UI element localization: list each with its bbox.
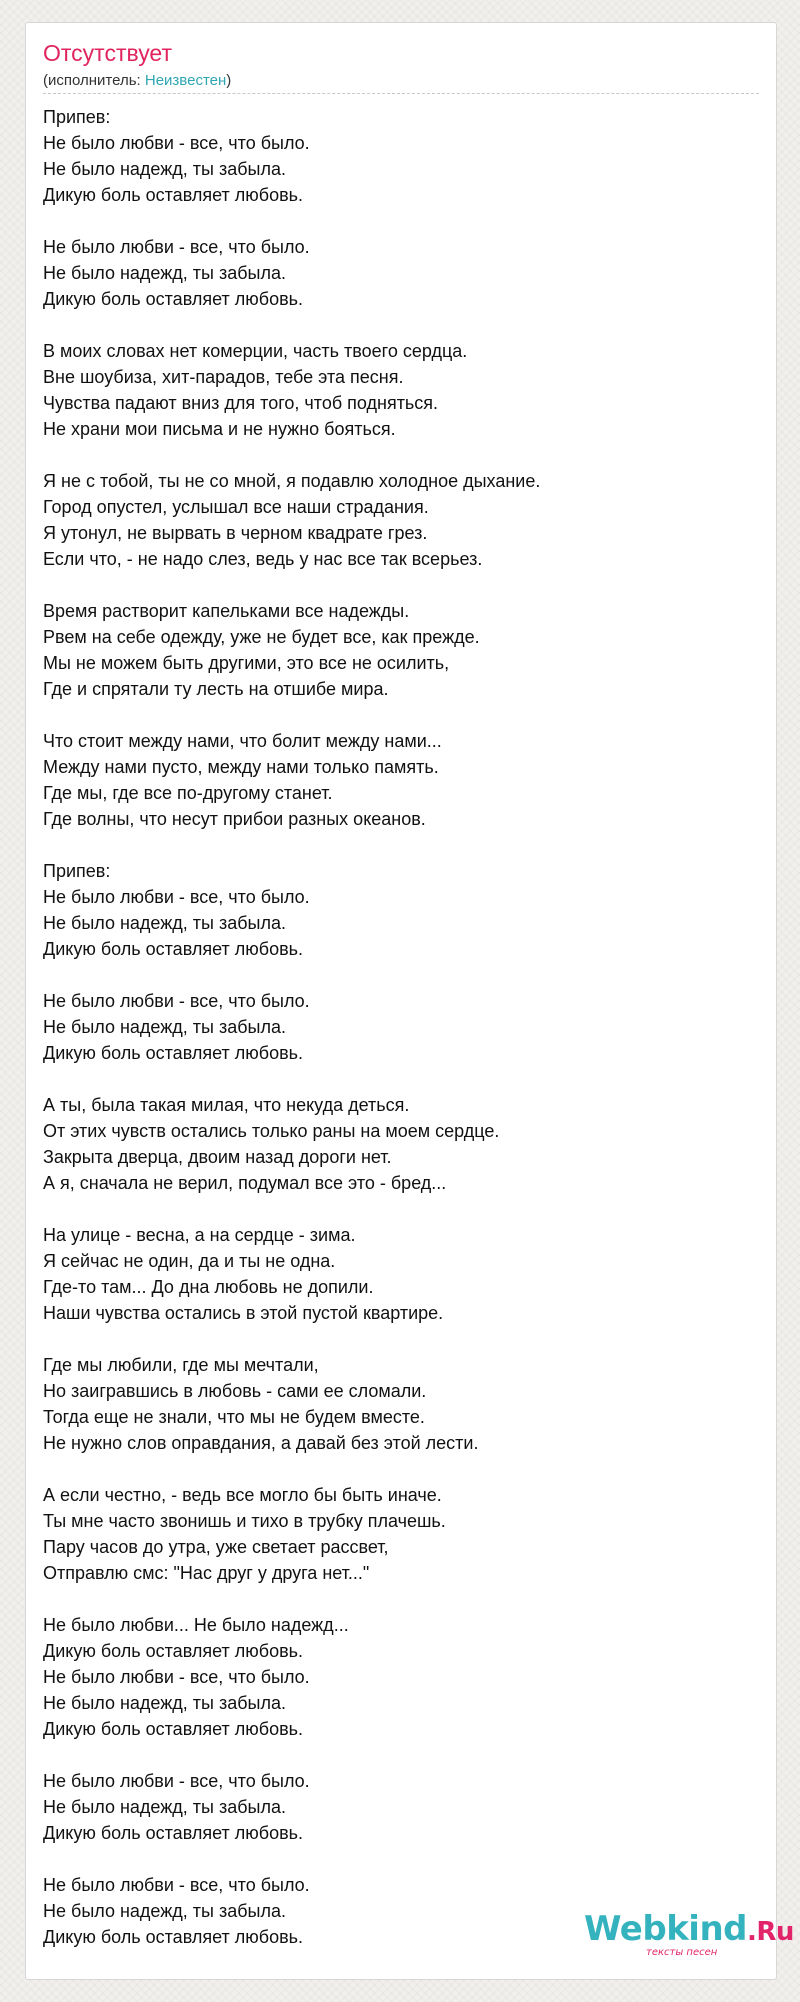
artist-line — [43, 72, 231, 89]
logo-name: Webkind — [584, 1909, 747, 1949]
artist-prefix: (исполнитель: — [43, 72, 145, 89]
lyrics-card — [25, 22, 777, 1980]
logo-tagline: тексты песен — [646, 1947, 718, 1958]
webkind-logo[interactable] — [560, 1909, 794, 1982]
artist-suffix: ) — [226, 72, 232, 89]
lyrics-text: Припев: Не было любви - все, что было. Не было надежд, ты забыла. Дикую боль оставляет любовь. Не было любви - все, что было. Не было надежд, ты забыла. Дикую боль оставляет любовь. В моих словах нет комерции, часть твоего сердца. Вне шоубиза, хит-парадов, тебе эта песня. Чувства падают вниз для того, чтоб подняться. Не храни мои письма и не нужно бояться. Я не с тобой, ты не со мной, я подавлю холодное дыхание. Город опустел, услышал все наши страдания. Я утонул, не вырвать в черном квадрате грез. Если что, - не надо слез, ведь у нас все так всерьез. Время растворит капельками все надежды. Рвем на себе одежду, уже не будет все, как прежде. Мы не можем быть другими, это все не осилить, Где и спрятали ту лесть на отшибе мира. Что стоит между нами, что болит между нами... Между нами пусто, между нами только память. Где мы, где все по-другому станет. Где волны, что несут прибои разных океанов. Припев: Не было любви - все, что было. Не было надежд, ты забыла. Дикую боль оставляет любовь. Не было любви - все, что было. Не было надежд, ты забыла. Дикую боль оставляет любовь. А ты, была такая милая, что некуда деться. От этих чувств остались только раны на моем сердце. Закрыта дверца, двоим назад дороги нет. А я, сначала не верил, подумал все это - бред... На улице - весна, а на сердце - зима. Я сейчас не один, да и ты не одна. Где-то там... До дна любовь не допили. Наши чувства остались в этой пустой квартире. Где мы любили, где мы мечтали, Но заигравшись в любовь - сами ее сломали. Тогда еще не знали, что мы не будем вместе. Не нужно слов оправдания, а давай без этой лести. А если честно, - ведь все могло бы быть иначе. Ты мне часто звонишь и тихо в трубку плачешь. Пару часов до утра, уже светает рассвет, Отправлю смс: "Нас друг у друга нет..." Не было любви... Не было надежд... Дикую боль оставляет любовь. Не было любви - все, что было. Не было надежд, ты забыла. Дикую боль оставляет любовь. Не было любви - все, что было. Не было надежд, ты забыла. Дикую боль оставляет любовь. Не было любви - все, что было. Не было надежд, ты забыла. Дикую боль оставляет любовь. — [43, 107, 541, 1947]
song-title: Отсутствует — [43, 40, 172, 66]
logo-wordmark — [584, 1909, 794, 1949]
dashed-divider — [43, 93, 759, 94]
artist-link[interactable]: Неизвестен — [144, 72, 227, 89]
logo-tld: .Ru — [747, 1917, 794, 1947]
